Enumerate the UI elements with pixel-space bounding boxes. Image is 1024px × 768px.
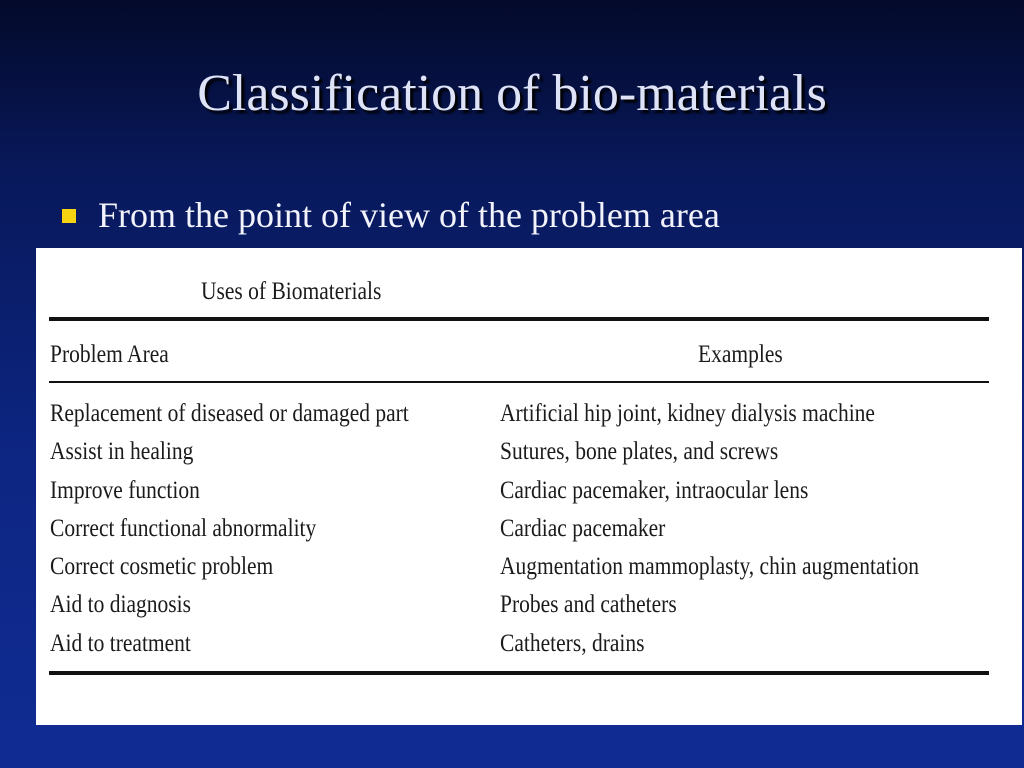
table-row bbox=[36, 588, 1022, 626]
table-row bbox=[36, 512, 1022, 550]
bullet-text: From the point of view of the problem area bbox=[98, 195, 720, 235]
biomaterials-table bbox=[36, 248, 1022, 725]
table-bottom-rule bbox=[49, 671, 989, 675]
column-header-examples: Examples bbox=[698, 341, 783, 368]
slide-title: Classification of bio-materials bbox=[197, 65, 827, 122]
examples-cell: Sutures, bone plates, and screws bbox=[500, 438, 779, 466]
problem-area-cell: Aid to diagnosis bbox=[50, 591, 191, 619]
table-body bbox=[36, 397, 1022, 665]
problem-area-cell: Replacement of diseased or damaged part bbox=[50, 400, 409, 427]
table-caption: Uses of Biomaterials bbox=[201, 278, 382, 305]
problem-area-cell: Assist in healing bbox=[50, 438, 194, 466]
problem-area-cell: Improve function bbox=[50, 476, 200, 504]
table-row bbox=[36, 435, 1022, 473]
table-header-rule bbox=[49, 381, 989, 383]
table-row bbox=[36, 627, 1022, 665]
bullet-item bbox=[62, 190, 720, 240]
column-header-problem-area: Problem Area bbox=[50, 341, 169, 368]
examples-cell: Artificial hip joint, kidney dialysis machine bbox=[500, 400, 875, 427]
problem-area-cell: Correct functional abnormality bbox=[50, 514, 317, 542]
examples-cell: Augmentation mammoplasty, chin augmentation bbox=[500, 553, 919, 581]
bullet-square-icon bbox=[62, 209, 76, 223]
examples-cell: Cardiac pacemaker bbox=[500, 514, 666, 542]
table-top-rule bbox=[49, 317, 989, 321]
table-row bbox=[36, 550, 1022, 588]
examples-cell: Probes and catheters bbox=[500, 591, 677, 619]
examples-cell: Cardiac pacemaker, intraocular lens bbox=[500, 476, 809, 504]
problem-area-cell: Correct cosmetic problem bbox=[50, 553, 274, 581]
table-header-row bbox=[36, 338, 1022, 372]
problem-area-cell: Aid to treatment bbox=[50, 629, 191, 657]
table-row bbox=[36, 397, 1022, 435]
table-row bbox=[36, 474, 1022, 512]
examples-cell: Catheters, drains bbox=[500, 629, 645, 657]
